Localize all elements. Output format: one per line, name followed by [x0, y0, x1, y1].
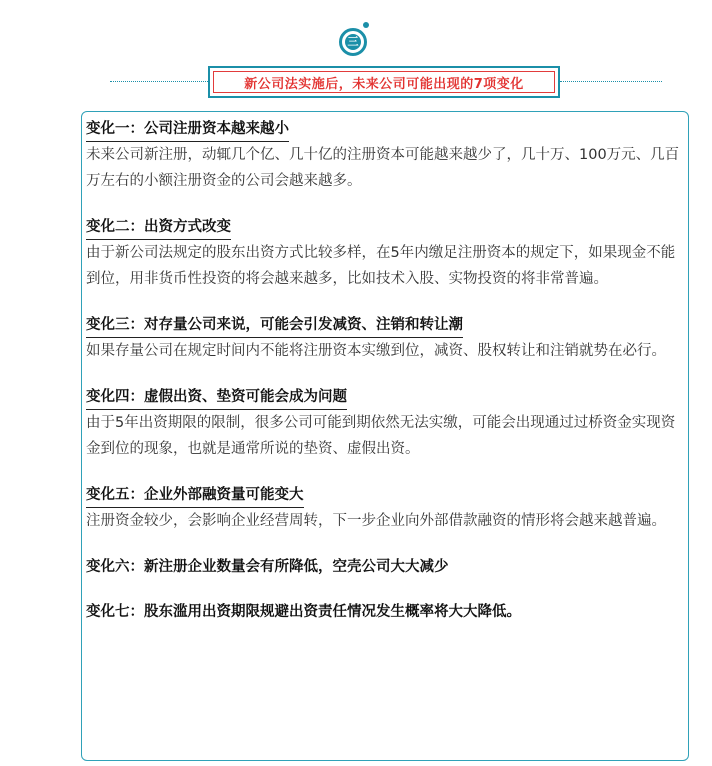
- badge-number: 三: [345, 34, 361, 50]
- section-heading: 变化五：企业外部融资量可能变大: [86, 483, 304, 508]
- header-banner-inner: [213, 71, 555, 93]
- section-1: [86, 117, 686, 194]
- section-body: 由于新公司法规定的股东出资方式比较多样，在5年内缴足注册资本的规定下，如果现金不能到位，用非货币性投资的将会越来越多，比如技术入股、实物投资的将非常普遍。: [86, 245, 676, 287]
- section-2: [86, 215, 686, 292]
- section-heading: 变化四：虚假出资、垫资可能会成为问题: [86, 385, 347, 410]
- header-divider-right: [560, 81, 662, 82]
- section-5: [86, 483, 686, 534]
- header-title: 新公司法实施后，未来公司可能出现的7项变化: [244, 76, 524, 92]
- content: [86, 117, 686, 645]
- section-heading: 变化二：出资方式改变: [86, 215, 231, 240]
- section-body: 如果存量公司在规定时间内不能将注册资本实缴到位，减资、股权转让和注销就势在必行。: [86, 343, 666, 359]
- section-3: [86, 313, 686, 364]
- section-body: 未来公司新注册，动辄几个亿、几十亿的注册资本可能越来越少了，几十万、100万元、几百万左右的小额注册资金的公司会越来越多。: [86, 147, 680, 189]
- decor-dot: [363, 22, 369, 28]
- section-7: [86, 600, 686, 624]
- section-4: [86, 385, 686, 462]
- section-number-badge: [333, 22, 377, 66]
- section-body: 由于5年出资期限的限制，很多公司可能到期依然无法实缴，可能会出现通过过桥资金实现资金到位的现象，也就是通常所说的垫资、虚假出资。: [86, 415, 676, 457]
- header-divider-left: [110, 81, 208, 82]
- section-6: [86, 555, 686, 579]
- header-banner: [208, 66, 560, 98]
- section-heading: 变化一：公司注册资本越来越小: [86, 117, 289, 142]
- section-heading: 变化三：对存量公司来说，可能会引发减资、注销和转让潮: [86, 313, 463, 338]
- section-heading: 变化七：股东滥用出资期限规避出资责任情况发生概率将大大降低。: [86, 604, 521, 620]
- section-body: 注册资金较少，会影响企业经营周转，下一步企业向外部借款融资的情形将会越来越普遍。: [86, 513, 666, 529]
- badge-ring: [339, 28, 367, 56]
- section-heading: 变化六：新注册企业数量会有所降低，空壳公司大大减少: [86, 559, 449, 575]
